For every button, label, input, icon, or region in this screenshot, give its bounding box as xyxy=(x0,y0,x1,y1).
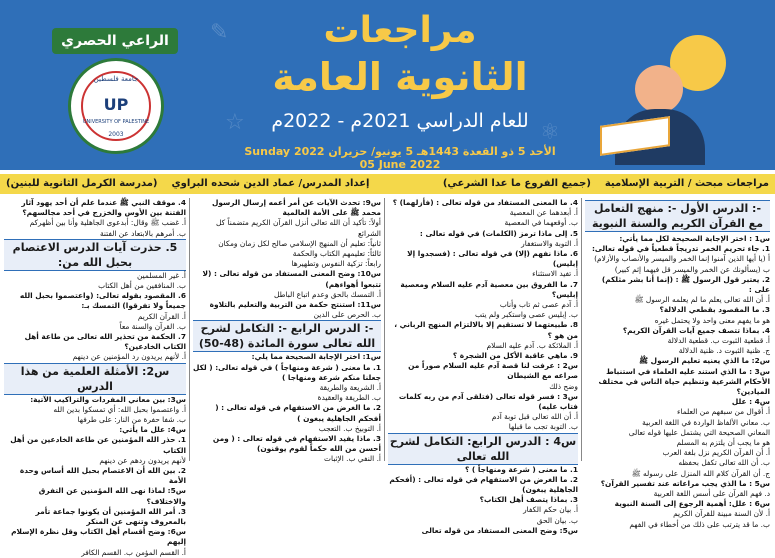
page-title-line2: الثانوية العامة xyxy=(272,55,528,99)
question-line: أ. واعتصموا بحبل الله: أي تمسكوا بدين الله xyxy=(53,404,186,414)
question-line: 3. بماذا يتصف أهل الكتاب؟ xyxy=(479,495,578,505)
question-line: 3. ما المقصود بقطعي الدلالة؟ xyxy=(659,305,770,315)
question-line: س3 : فسر قوله تعالى (فتلقى آدم من ربه كلمات فتاب عليه) xyxy=(398,391,578,412)
question-line: أ. التمسك بالحق وعدم اتباع الباطل xyxy=(274,289,381,299)
question-line: س3 : ما الذي استند عليه العلماء في استنباط الأحكام الشرعية وتنظيم حياة الناس في مختلف الميادين؟ xyxy=(598,366,770,397)
student-reading-illustration xyxy=(575,25,745,165)
seal-arabic-text: جامعة فلسطين xyxy=(93,75,139,83)
question-line: 7. الحكمة من تحذير الله تعالى من طاعة أهل الكتاب الخادعين؟ xyxy=(24,332,186,352)
question-line: أ. تفيد الاستثناء xyxy=(532,269,578,279)
column-3 xyxy=(193,198,381,464)
doodle-icon: ☆ xyxy=(225,110,245,135)
question-line: المعاني الصحيحة التي يشتمل عليها قوله تعالى xyxy=(628,427,770,437)
question-line: س6: وضح أقسام أهل الكتاب وقل نظرة الإسلام إليهم xyxy=(11,527,186,547)
question-line: أ. قطعية الثبوت ب. قطعية الدلالة xyxy=(667,336,770,346)
question-line: لأنهم يريدون ردهم عن دينهم xyxy=(99,455,186,465)
column-4 xyxy=(4,198,186,557)
question-line: أ. القرآن الكريم xyxy=(137,311,186,321)
question-line: 1. ما معنى ( شرعة ومنهاجاً ) ؟ xyxy=(465,464,578,474)
question-line: 4. موقف النبي ﷺ عندما علم أن أحد يهود آثار الفتنة بين الأوس والخزرج في أحد مجالسهم؟ xyxy=(21,198,186,218)
question-line: ب. الطريقة والعقيدة xyxy=(317,393,381,403)
question-line: ب (يسألونك عن الخمر والميسر قل فيهما إثم كبير) xyxy=(614,264,770,274)
question-line: ج. ظنية الثبوت د. ظنية الدلالة xyxy=(678,346,770,356)
seal-year: 2003 xyxy=(108,131,124,138)
question-line: س9: تحدث الآيات عن أمر أعمه إرسال الرسول محمد ﷺ على الأمة العالمية xyxy=(211,198,381,218)
question-line: س6 : علل: أهمية الرجوع إلى السنة النبوية xyxy=(614,499,770,509)
question-line: 1. جاء تحريم الخمر تدريجاً قطعياً في قوله تعالى: xyxy=(591,244,770,254)
question-line: هو ما يفهم معنى واحد ولا يحتمل غيره xyxy=(654,315,770,325)
page-title-line1: مراجعات xyxy=(323,10,477,51)
sponsor-block xyxy=(60,28,170,166)
question-line: ب. الحرص على الدين xyxy=(313,310,381,320)
doodle-icon: ✎ xyxy=(210,20,229,45)
question-line: ب. أوقعهما في المعصية xyxy=(504,218,578,228)
question-line: أ. غير المسلمين xyxy=(136,270,186,280)
question-line: س10: وضح المعنى المستفاد من قوله تعالى : (لا تتبعوا أهواءهم) xyxy=(202,269,381,289)
student-head xyxy=(635,65,683,113)
question-line: أ. التوبيخ ب. التعجب xyxy=(318,423,381,433)
column-divider xyxy=(384,198,385,461)
lesson-title: -: الدرس الأول -: منهج التعامل مع القرآن الكريم والسنة النبوية xyxy=(585,200,770,232)
question-line: س5: لماذا نهى الله المؤمنين عن التفرق والاختلاف؟ xyxy=(38,486,186,506)
question-line: س3: بين معاني المفردات والتراكيب الآتية: xyxy=(30,394,186,404)
question-line: أ. أقوال من سبقهم من العلماء xyxy=(677,407,770,417)
question-line: أ. أبعدهما عن المعصية xyxy=(509,208,578,218)
question-line: ب. أن الله تعالى تكفل بحفظه xyxy=(678,458,770,468)
question-line: ب. شفا حفرة من النار: على طرفها xyxy=(77,415,186,425)
question-line: س4 : علل xyxy=(731,397,770,407)
question-line: هو ما يجب أن يلتزم به المسلم xyxy=(676,438,770,448)
question-line: 2. ما الغرض من الاستفهام في قوله تعالى : ( أفحكم الجاهلية يبغون ) xyxy=(215,403,381,423)
school-label: (مدرسة الكرمل الثانوية للبنين) xyxy=(6,178,158,189)
question-line: 5. إلى ماذا ترمز (الكلمات) في قوله تعالى : xyxy=(419,228,578,238)
question-line: أ. النفي ب. الإثبات xyxy=(324,454,381,464)
question-line: ب. بيان الحق xyxy=(536,515,578,525)
question-line: س2: ما الذي يعنيه تعليم الرسول ﷺ xyxy=(639,356,770,366)
question-line: أ. أن الله تعالى قبل توبة آدم xyxy=(491,412,578,422)
header-banner xyxy=(0,0,775,170)
question-line: س2 : عرفت لنا قصة آدم عليه السلام صوراً من صراعه مع الشيطان xyxy=(408,361,578,381)
question-line: ب. المنافقين من أهل الكتاب xyxy=(98,281,186,291)
question-line: س4: علل ما يأتي: xyxy=(119,425,186,435)
question-line: وضح ذلك xyxy=(549,381,578,391)
question-line: ب. معاني الألفاظ الواردة في اللغة العربية xyxy=(642,417,770,427)
question-line: أ. غضب ﷺ وقال: أبدعوى الجاهلية وأنا بين أظهركم xyxy=(29,218,186,228)
question-line: أ. التوبة والاستغفار xyxy=(521,238,578,248)
question-line: س1: اختر الإجابة الصحيحة مما يلي: xyxy=(251,352,381,362)
publication-date: الأحد 5 ذو القعدة 1443هـ 5 يونيو/ حزيران 2022 Sunday 05 June 2022 xyxy=(244,145,556,171)
column-2 xyxy=(388,198,578,535)
seal-english-text: UNIVERSITY OF PALESTINE xyxy=(82,119,150,125)
question-line: س4 : الدرس الرابع: التكامل لشرح الله تعالى xyxy=(389,434,577,463)
question-line: س5 : ما الذي يجب مراعاته عند تفسير القرآن؟ xyxy=(600,478,770,488)
doodle-icon: ⚛ xyxy=(540,120,560,145)
question-line: أ. لأن السنة مبينة للقرآن الكريم xyxy=(673,509,770,519)
question-line: 4. ما المعنى المستفاد من قوله تعالى : (فأزلهما) ؟ xyxy=(392,198,578,207)
column-divider xyxy=(189,198,190,461)
academic-year: للعام الدراسي 2021م - 2022م xyxy=(271,110,529,132)
question-line: 2. بين الله أن الاعتصام بحبل الله أساس وحدة الأمة xyxy=(19,466,186,486)
question-line: أ (يا أيها الذين آمنوا إنما الخمر والميسر والأنصاب والأزلام) xyxy=(594,254,770,264)
question-line: أ. أن القرآن الكريم نزل بلغة العرب xyxy=(662,448,770,458)
question-line: رابعاً: تزكية النفوس وتطهيرها xyxy=(291,259,381,269)
sponsor-label: الراعي الحصري xyxy=(52,28,178,54)
question-line: أ. القسم المؤمن ب. القسم الكافر xyxy=(81,547,186,557)
question-line: 1. ما معنى ( شرعة ومنهاجاً ) في قوله تعالى: ( لكل جعلنا منكم شرعة ومنهاجا ) xyxy=(193,362,381,382)
question-line: 5. حذرت آيات الدرس الاعتصام بحبل الله من: xyxy=(4,239,186,271)
question-line: 3. ماذا يفيد الاستفهام في قوله تعالى : ( ومن أحسن من الله حكماً لقوم يوقنون) xyxy=(212,434,381,454)
question-line: س2: الأمثلة العلمية من هذا الدرس xyxy=(4,363,186,395)
seal-initials: UP xyxy=(103,95,129,114)
column-1 xyxy=(585,198,770,529)
question-line: أ. لأنهم يريدون رد المؤمنين عن دينهم xyxy=(72,352,186,362)
question-line: 6. المقصود بقوله تعالى: (واعتصموا بحبل الله جميعاً ولا تفرقوا) التمسك بـ: xyxy=(19,291,186,311)
teacher-label: إعداد المدرس/ عماد الدين شحده البراوي xyxy=(171,178,370,189)
question-line: أ. الشريعة والطريقة xyxy=(319,383,381,393)
question-line: ب. أمرهم بالابتعاد عن الفتنة xyxy=(99,228,186,238)
question-line: ثانياً: تعليم أن المنهج الإسلامي صالح لكل زمان ومكان xyxy=(218,238,381,248)
question-line: أ. أن الله تعالى يعلم ما لم يعلمه الرسول ﷺ xyxy=(634,295,770,305)
info-strip xyxy=(0,174,775,194)
question-line: د. فهم القرآن على أسس اللغة العربية xyxy=(653,489,770,499)
question-line: أولاً: تأكيد أن الله تعالى أنزل القرآن الكريم متضمناً كل الشرائع xyxy=(216,218,381,238)
question-line: ب. القرآن والسنة معاً xyxy=(119,321,186,331)
branch-label: (جميع الفروع ما عدا الشرعي) xyxy=(442,178,591,189)
column-divider xyxy=(581,198,582,461)
question-line: 3. أمر الله المؤمنين أن يكونوا جماعة تأمر بالمعروف وتنهى عن المنكر xyxy=(35,506,186,527)
question-line: ب. إبليس عصى واستكبر ولم يتب xyxy=(475,310,578,320)
question-line: ب. ما قد يترتب على ذلك من أخطاء في الفهم xyxy=(629,519,770,529)
question-line: 2. ما الغرض من الاستفهام في قوله تعالى : (أفحكم الجاهلية يبغون) xyxy=(389,474,578,495)
question-line: 9. ماهي عاقبة الأكل من الشجرة ؟ xyxy=(452,351,578,361)
question-line: 4. بماذا تتصف جميع آيات القرآن الكريم؟ xyxy=(622,325,770,335)
question-line: س1 : اختر الإجابة الصحيحة لكل مما يأتي: xyxy=(619,234,770,243)
university-seal-logo xyxy=(68,58,164,154)
teacher-info xyxy=(6,174,369,194)
question-line: أ. الملائكة ب. آدم عليه السلام xyxy=(486,340,578,350)
question-line: ج. أن القرآن كلام الله المنزل على رسوله ﷺ xyxy=(631,468,770,478)
question-line: أ. آدم عصى ثم تاب وأناب xyxy=(499,300,578,310)
question-line: س5: وضح المعنى المستفاد من قوله تعالى xyxy=(421,525,578,535)
question-line: 1. حذر الله المؤمنين عن طاعة الخادعين من أهل الكتاب xyxy=(10,435,186,455)
question-line: 2. يعتبر قول الرسول ﷺ : (إنما أنا بشر مثلكم) على : xyxy=(601,274,770,295)
question-line: -: الدرس الرابع -: التكامل لشرح الله تعالى سورة المائدة (48-50) xyxy=(193,320,381,352)
question-line: س11: استنتج حكمة من التربية والتعليم بالتلاوة xyxy=(209,300,381,310)
question-line: ب. التوبة تجب ما قبلها xyxy=(508,422,578,432)
question-line: أ. بيان حكم الكفار xyxy=(523,505,578,515)
question-line: 7. ما الفروق بين معصية آدم عليه السلام ومعصية إبليس؟ xyxy=(400,279,578,299)
question-line: 8. طبيعتهما لا تستقيم إلا بالالتزام المنهج الرباني ، من هو ؟ xyxy=(394,320,578,340)
question-line: ثالثاً: تعليمهم الكتاب والحكمة xyxy=(292,249,381,259)
subject-label: مراجعات مبحث / التربية الإسلامية xyxy=(604,178,769,189)
subject-info xyxy=(443,174,769,194)
question-line: 6. ماذا نفهم (إلا) في قوله تعالى : (فسجدوا إلا إبليس) xyxy=(407,249,578,269)
